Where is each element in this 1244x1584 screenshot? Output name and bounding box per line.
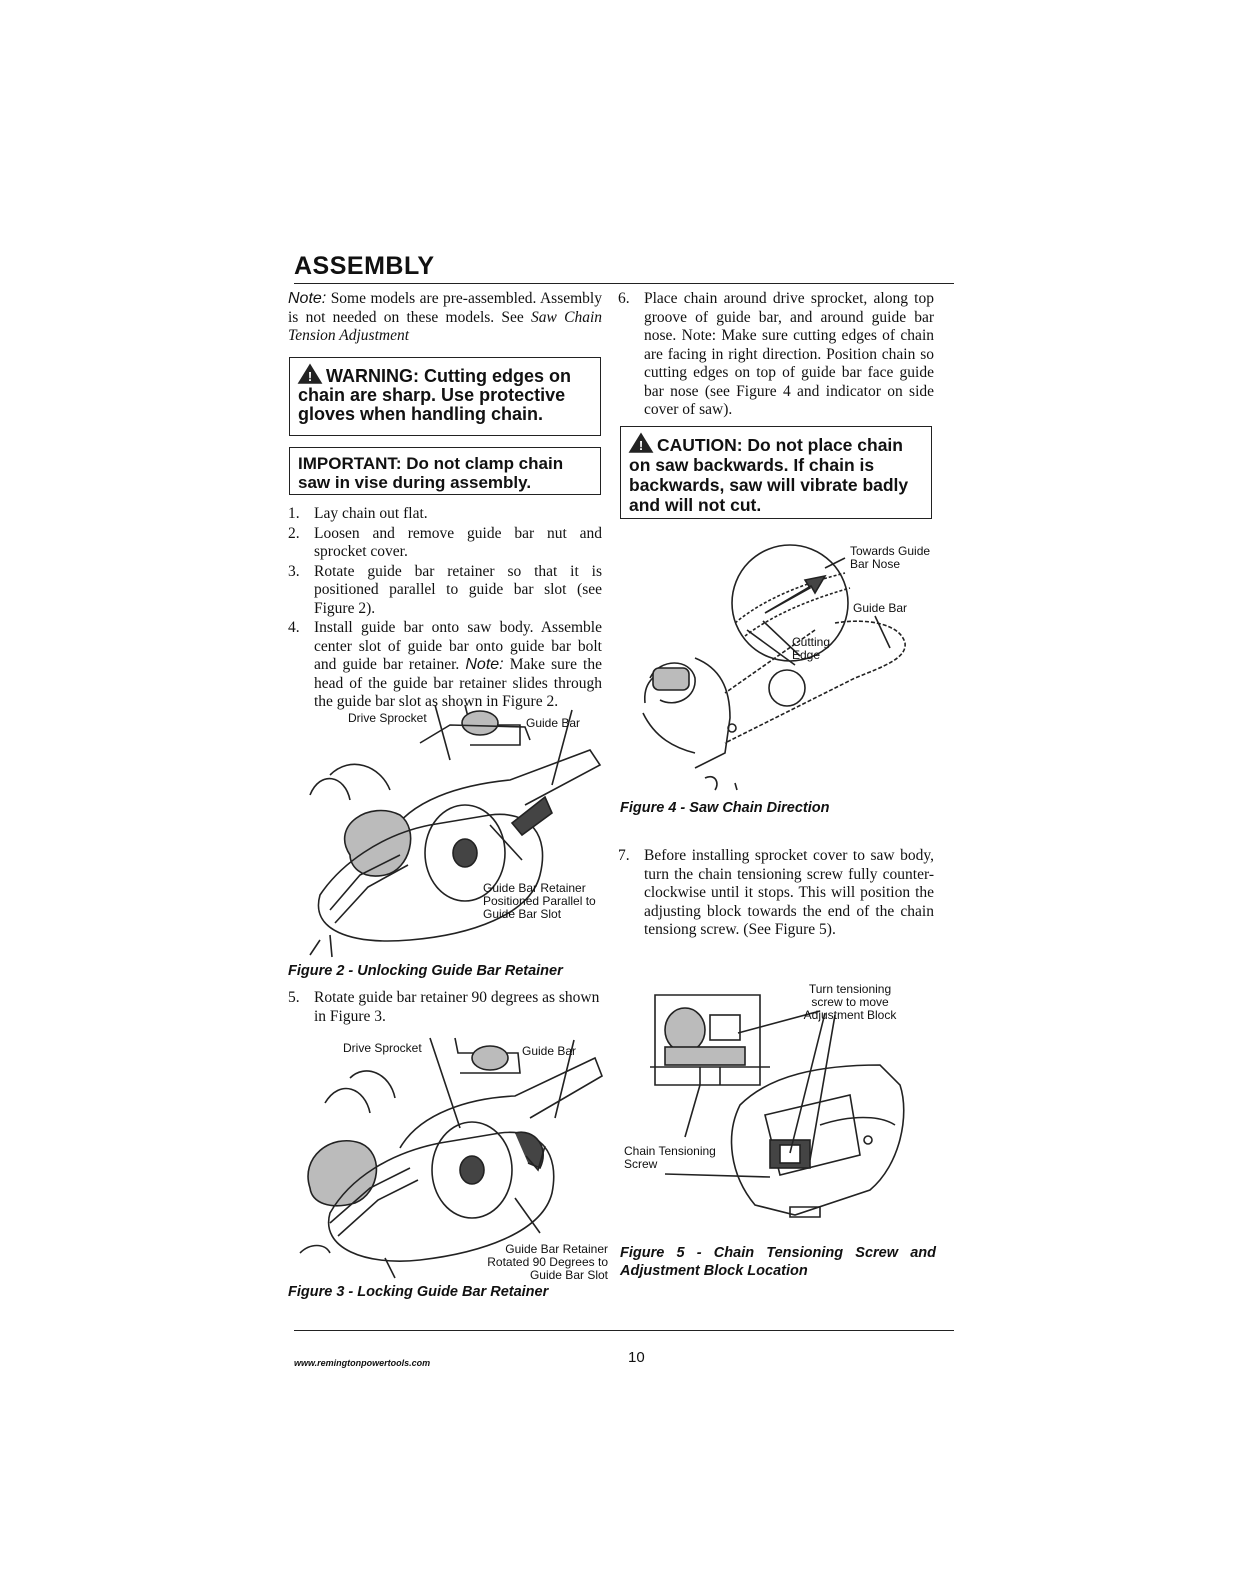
assembly-note bbox=[288, 290, 602, 346]
svg-text:!: ! bbox=[307, 369, 313, 384]
footer-url: www.remingtonpowertools.com bbox=[294, 1358, 431, 1368]
note-text: Some models are pre-assembled. Assembly is not needed on these models. See bbox=[288, 290, 602, 326]
note-reference: Saw Chain Tension Adjustment bbox=[288, 308, 602, 344]
step-7-list bbox=[618, 847, 934, 941]
step-5-list bbox=[288, 989, 602, 1027]
svg-text:!: ! bbox=[638, 438, 644, 453]
fig4-guide-bar-label: Guide Bar bbox=[853, 601, 908, 615]
footer-divider bbox=[294, 1330, 954, 1331]
fig4-cutting-edge-label: Cutting Edge bbox=[792, 635, 831, 662]
figure-3 bbox=[290, 1038, 610, 1283]
step-2: 2. Loosen and remove guide bar nut and sprocket cover. bbox=[288, 524, 602, 560]
fig3-guide-bar-label: Guide Bar bbox=[522, 1044, 577, 1058]
warning-triangle-icon bbox=[298, 364, 322, 384]
caution-label: CAUTION: bbox=[657, 435, 743, 455]
caution-box bbox=[620, 426, 932, 519]
warning-text: Cutting edges on chain are sharp. Use protective gloves when handling chain. bbox=[298, 366, 571, 424]
caution-text: Do not place chain on saw backwards. If chain is backwards, saw will vibrate badly and will not cut. bbox=[629, 435, 909, 515]
figure-2 bbox=[290, 705, 610, 960]
step-7: 7. Before installing sprocket cover to saw body, turn the chain tensioning screw fully counter-clockwise until it stops. This will position the adjusting block towards the end of the chain tensiong screw. (See Figure 5). bbox=[618, 847, 934, 938]
step-4: 4. Install guide bar onto saw body. Assemble center slot of guide bar onto guide bar bolt and guide bar retainer. Note: Make sure the head of the guide bar retainer slides through the guide bar slot as shown in Figure 2. bbox=[288, 619, 602, 710]
fig3-retainer-label: Guide Bar Retainer Rotated 90 Degrees to Guide Bar Slot bbox=[487, 1242, 608, 1282]
important-text: IMPORTANT: Do not clamp chain saw in vise during assembly. bbox=[298, 454, 564, 492]
step-6: 6. Place chain around drive sprocket, along top groove of guide bar, and around guide bar nose. Note: Make sure cutting edges of chain are facing in right direction. Position chain so cutting edges on top of guide bar face guide bar nose (see Figure 4 and indicator on side cover of saw). bbox=[618, 290, 934, 418]
fig2-guide-bar-label: Guide Bar bbox=[526, 716, 581, 730]
step-3: 3. Rotate guide bar retainer so that it is positioned parallel to guide bar slot (see Figure 2). bbox=[288, 562, 602, 617]
fig3-drive-sprocket-label: Drive Sprocket bbox=[343, 1041, 422, 1055]
caution-triangle-icon bbox=[629, 433, 653, 453]
important-box bbox=[289, 447, 601, 495]
page-number: 10 bbox=[628, 1349, 645, 1366]
warning-box bbox=[289, 357, 601, 436]
step-5: 5. Rotate guide bar retainer 90 degrees as shown in Figure 3. bbox=[288, 989, 600, 1025]
note-label: Note: bbox=[288, 290, 327, 307]
figure-2-illustration bbox=[290, 705, 610, 960]
page-title: ASSEMBLY bbox=[294, 252, 435, 280]
step-6-list bbox=[618, 290, 934, 421]
fig5-turn-label: Turn tensioning screw to move Adjustment Block bbox=[803, 982, 897, 1022]
figure-4-caption: Figure 4 - Saw Chain Direction bbox=[620, 800, 830, 816]
warning-label: WARNING: bbox=[326, 366, 419, 386]
figure-5 bbox=[620, 975, 940, 1235]
fig4-towards-nose-label: Towards Guide Bar Nose bbox=[850, 544, 931, 571]
title-divider bbox=[294, 283, 954, 284]
step-1: 1. Lay chain out flat. bbox=[288, 505, 428, 522]
fig5-screw-label: Chain Tensioning Screw bbox=[624, 1144, 716, 1171]
fig2-drive-sprocket-label: Drive Sprocket bbox=[348, 711, 427, 725]
steps-1-4 bbox=[288, 505, 602, 713]
fig2-retainer-label: Guide Bar Retainer Positioned Parallel to Guide Bar Slot bbox=[483, 881, 596, 921]
figure-3-caption: Figure 3 - Locking Guide Bar Retainer bbox=[288, 1284, 549, 1300]
figure-2-caption: Figure 2 - Unlocking Guide Bar Retainer bbox=[288, 963, 563, 979]
figure-5-caption: Figure 5 - Chain Tensioning Screw and Adjustment Block Location bbox=[620, 1245, 936, 1279]
figure-4 bbox=[635, 528, 935, 798]
